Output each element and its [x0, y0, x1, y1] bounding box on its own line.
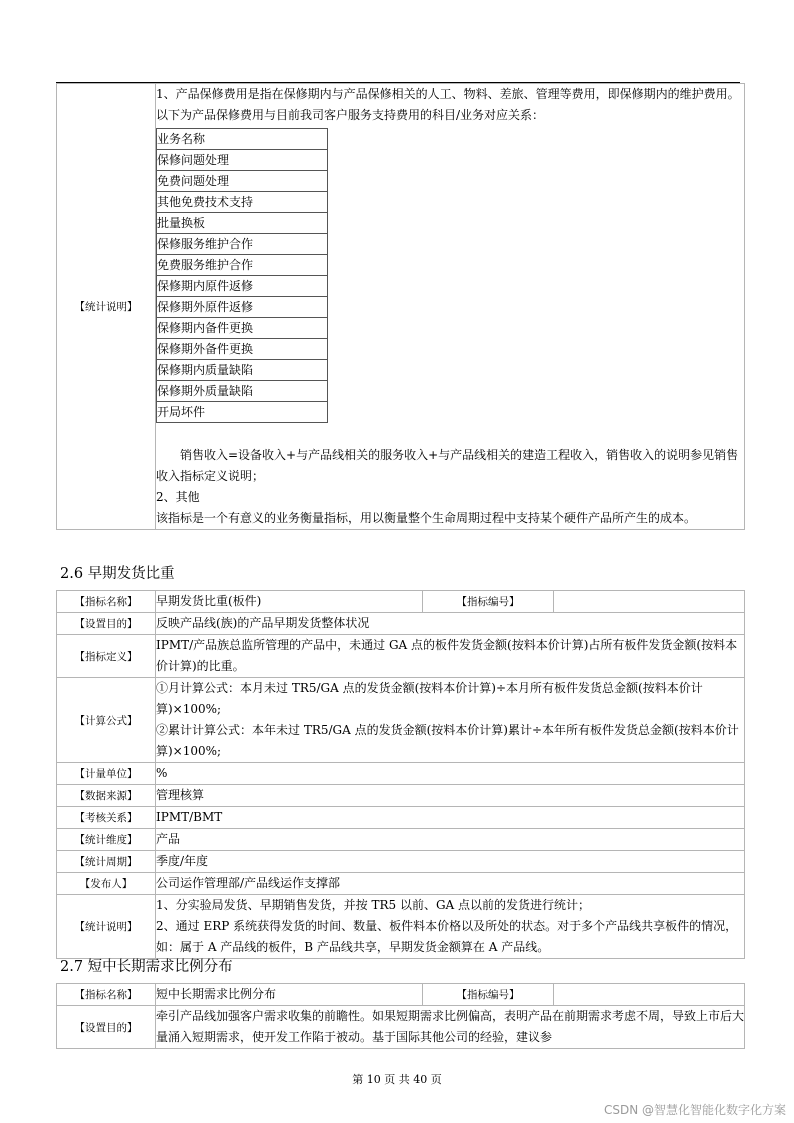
- business-item-cell: 保修期外原件返修: [157, 297, 328, 318]
- business-item-row: [157, 129, 328, 150]
- demand-ratio-table: [56, 983, 745, 1049]
- note-line-2: 2、通过 ERP 系统获得发货的时间、数量、板件料本价格以及所处的状态。对于多个产品线共享板件的情况，如：属于 A 产品线的板件，B 产品线共享，早期发货金额算在 A 产品线。: [156, 919, 738, 954]
- source-label: 【数据来源】: [57, 785, 156, 807]
- stats-note-content: [156, 84, 745, 530]
- formula-cumulative: ②累计计算公式：本年未过 TR5/GA 点的发货金额(按料本价计算)累计÷本年所有板件发货总金额(按料本价计算)×100%;: [156, 723, 739, 758]
- business-item-cell: 保修期外质量缺陷: [157, 381, 328, 402]
- business-item-row: [157, 381, 328, 402]
- business-item-row: [157, 297, 328, 318]
- purpose-label: 【设置目的】: [57, 613, 156, 635]
- watermark: CSDN @智慧化智能化数字化方案: [603, 1103, 786, 1117]
- business-item-cell: 开局坏件: [157, 402, 328, 423]
- purpose-value: 反映产品线(族)的产品早期发货整体状况: [156, 613, 745, 635]
- business-item-row: [157, 150, 328, 171]
- code-value: [554, 591, 745, 613]
- publisher-value: 公司运作管理部/产品线运作支撑部: [156, 873, 745, 895]
- business-item-cell: 免费问题处理: [157, 171, 328, 192]
- business-item-cell: 保修期外备件更换: [157, 339, 328, 360]
- other-text: 该指标是一个有意义的业务衡量指标，用以衡量整个生命周期过程中支持某个硬件产品所产生的成本。: [156, 511, 697, 525]
- formula-label: 【计算公式】: [57, 678, 156, 763]
- business-item-table: [156, 128, 328, 423]
- stats-note-table: [56, 83, 745, 530]
- business-item-cell: 保修期内原件返修: [157, 276, 328, 297]
- early-shipment-table: [56, 590, 745, 959]
- period-label: 【统计周期】: [57, 851, 156, 873]
- business-item-cell: 批量换板: [157, 213, 328, 234]
- stats-note-label-2: 【统计说明】: [57, 895, 156, 959]
- definition-label: 【指标定义】: [57, 635, 156, 678]
- unit-value: %: [156, 763, 745, 785]
- note-line-1: 1、分实验局发货、早期销售发货，并按 TR5 以前、GA 点以前的发货进行统计；: [156, 898, 591, 912]
- business-item-cell: 保修期内备件更换: [157, 318, 328, 339]
- stats-note-intro: 1、产品保修费用是指在保修期内与产品保修相关的人工、物料、差旅、管理等费用，即保修期内的维护费用。以下为产品保修费用与目前我司客户服务支持费用的科目/业务对应关系：: [156, 87, 740, 122]
- assessment-label: 【考核关系】: [57, 807, 156, 829]
- name-label-3: 【指标名称】: [57, 984, 156, 1006]
- business-item-cell: 保修期内质量缺陷: [157, 360, 328, 381]
- code-label: 【指标编号】: [423, 591, 554, 613]
- purpose-label-3: 【设置目的】: [57, 1006, 156, 1049]
- publisher-label: 【发布人】: [57, 873, 156, 895]
- business-item-cell: 保修问题处理: [157, 150, 328, 171]
- business-item-cell: 其他免费技术支持: [157, 192, 328, 213]
- name-value: 早期发货比重(板件): [156, 591, 423, 613]
- source-value: 管理核算: [156, 785, 745, 807]
- period-value: 季度/年度: [156, 851, 745, 873]
- unit-label: 【计量单位】: [57, 763, 156, 785]
- code-label-3: 【指标编号】: [423, 984, 554, 1006]
- business-item-row: [157, 255, 328, 276]
- business-item-row: [157, 339, 328, 360]
- business-item-row: [157, 213, 328, 234]
- business-item-row: [157, 360, 328, 381]
- stats-note-label: 【统计说明】: [57, 84, 156, 530]
- section-heading-2-6: 2.6 早期发货比重: [60, 566, 175, 582]
- formula-value: [156, 678, 745, 763]
- business-item-row: [157, 318, 328, 339]
- stats-note-value-2: [156, 895, 745, 959]
- business-item-cell: 保修服务维护合作: [157, 234, 328, 255]
- business-item-row: [157, 192, 328, 213]
- assessment-value: IPMT/BMT: [156, 807, 745, 829]
- sales-revenue-note: 销售收入=设备收入+与产品线相关的服务收入+与产品线相关的建造工程收入，销售收入的说明参见销售收入指标定义说明；: [156, 448, 739, 483]
- business-item-row: [157, 171, 328, 192]
- business-item-row: [157, 234, 328, 255]
- name-label: 【指标名称】: [57, 591, 156, 613]
- dimension-value: 产品: [156, 829, 745, 851]
- purpose-value-3: 牵引产品线加强客户需求收集的前瞻性。如果短期需求比例偏高，表明产品在前期需求考虑不周，导致上市后大量涌入短期需求，使开发工作陷于被动。基于国际其他公司的经验，建议参: [156, 1006, 745, 1049]
- section-heading-2-7: 2.7 短中长期需求比例分布: [60, 959, 233, 975]
- business-item-cell: 免费服务维护合作: [157, 255, 328, 276]
- business-item-cell: 业务名称: [157, 129, 328, 150]
- page-footer: 第 10 页 共 40 页: [352, 1073, 442, 1086]
- other-title: 2、其他: [156, 490, 200, 504]
- formula-monthly: ①月计算公式：本月未过 TR5/GA 点的发货金额(按料本价计算)÷本月所有板件发货总金额(按料本价计算)×100%;: [156, 681, 703, 716]
- business-item-row: [157, 402, 328, 423]
- business-item-row: [157, 276, 328, 297]
- definition-value: IPMT/产品族总监所管理的产品中，未通过 GA 点的板件发货金额(按料本价计算)占所有板件发货金额(按料本价计算)的比重。: [156, 635, 745, 678]
- code-value-3: [554, 984, 745, 1006]
- name-value-3: 短中长期需求比例分布: [156, 984, 423, 1006]
- dimension-label: 【统计维度】: [57, 829, 156, 851]
